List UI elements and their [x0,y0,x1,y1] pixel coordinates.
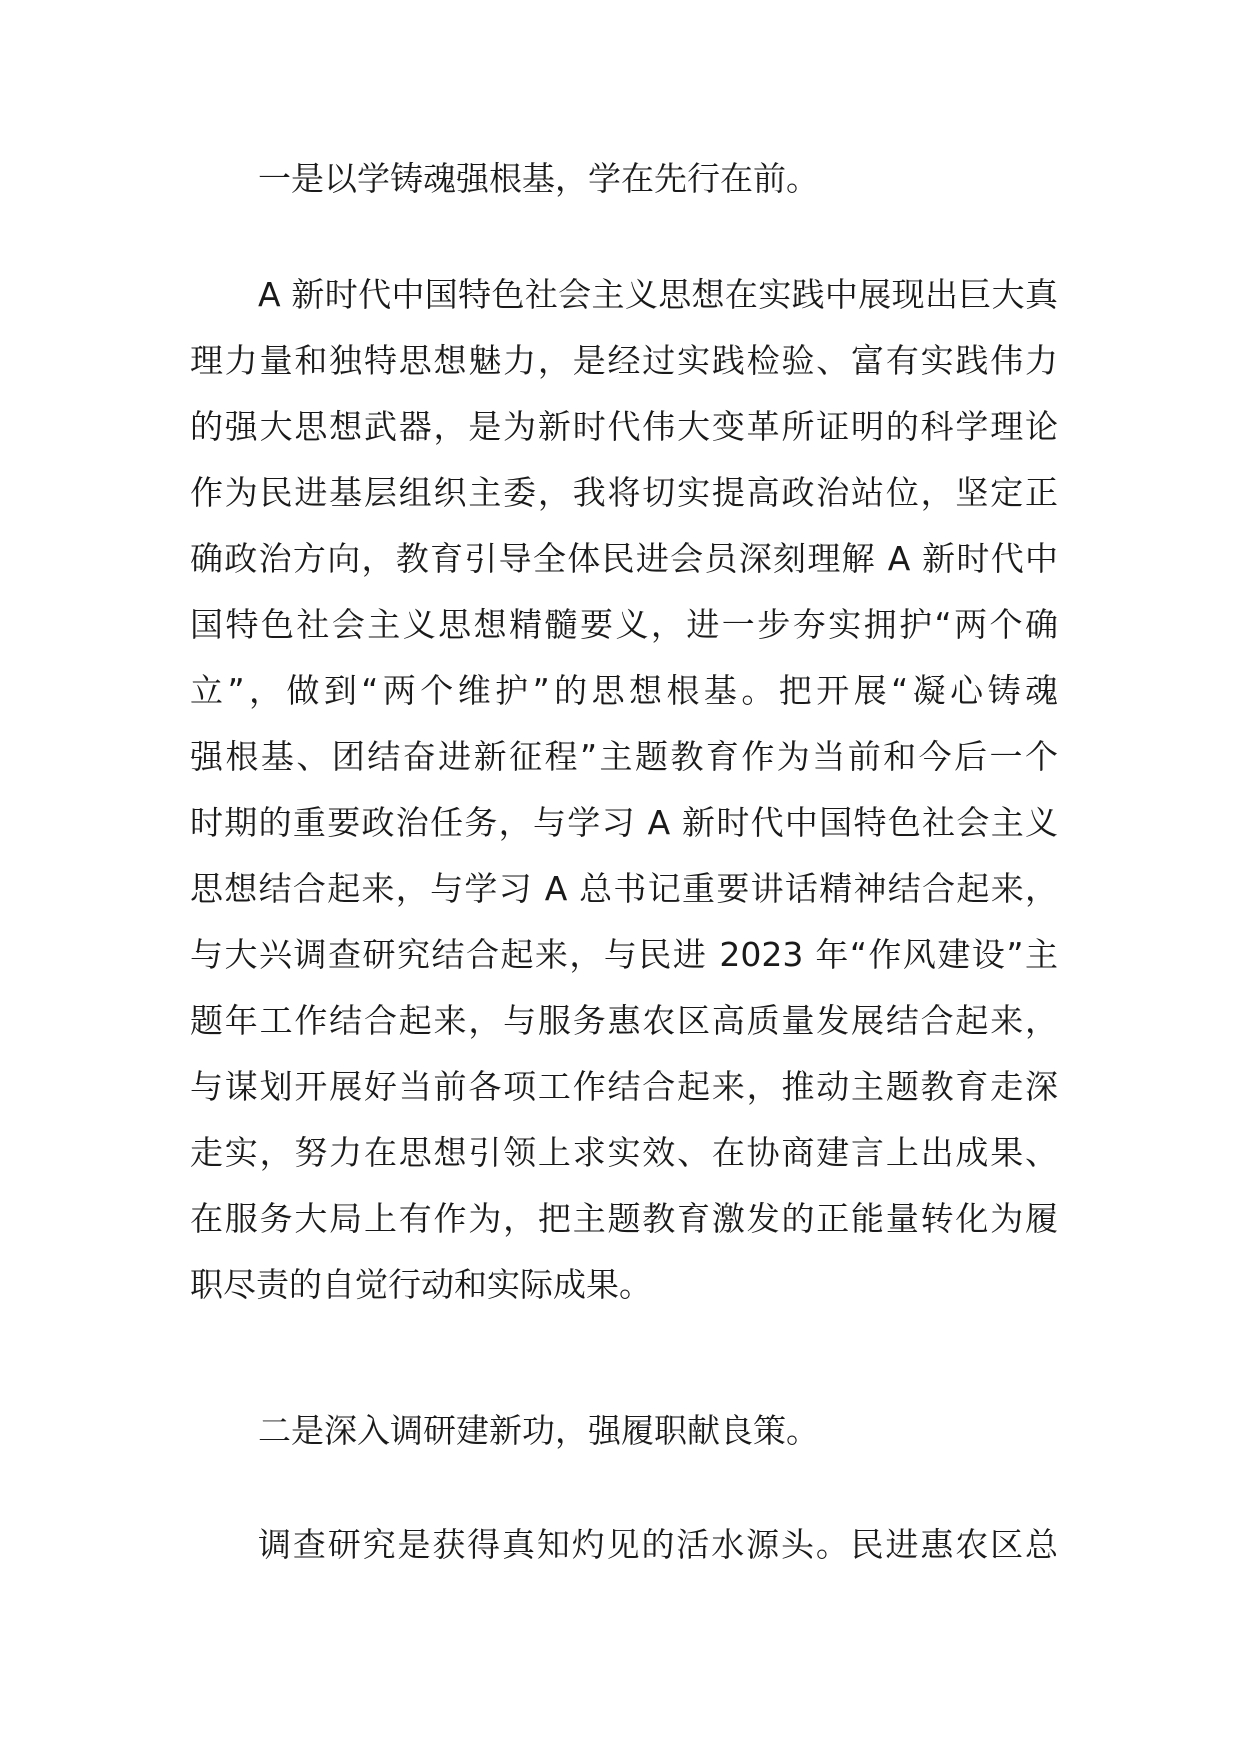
paragraph-line: 走实，努力在思想引领上求实效、在协商建言上出成果、 [190,1133,1058,1172]
paragraph-line: 时期的重要政治任务，与学习 A 新时代中国特色社会主义 [190,803,1058,842]
section-heading-1: 一是以学铸魂强根基，学在先行在前。 [258,159,819,198]
paragraph-line: 作为民进基层组织主委，我将切实提高政治站位，坚定正 [190,473,1058,512]
paragraph-1 [190,262,1058,1318]
paragraph-2 [190,1512,1058,1578]
paragraph-line: 题年工作结合起来，与服务惠农区高质量发展结合起来， [190,1001,1058,1040]
paragraph-line: 与大兴调查研究结合起来，与民进 2023 年“作风建设”主 [190,935,1058,974]
paragraph-line: 理力量和独特思想魅力，是经过实践检验、富有实践伟力 [190,341,1058,380]
paragraph-line: 的强大思想武器，是为新时代伟大变革所证明的科学理论 [190,407,1058,446]
paragraph-line: 确政治方向，教育引导全体民进会员深刻理解 A 新时代中 [190,539,1058,578]
paragraph-line: 调查研究是获得真知灼见的活水源头。民进惠农区总 [258,1525,1058,1564]
paragraph-line: 国特色社会主义思想精髓要义，进一步夯实拥护“两个确 [190,605,1058,644]
paragraph-line: 与谋划开展好当前各项工作结合起来，推动主题教育走深 [190,1067,1058,1106]
paragraph-line: A 新时代中国特色社会主义思想在实践中展现出巨大真 [258,275,1058,314]
paragraph-line: 立”，做到“两个维护”的思想根基。把开展“凝心铸魂 [190,671,1058,710]
paragraph-line: 在服务大局上有作为，把主题教育激发的正能量转化为履 [190,1199,1058,1238]
paragraph-line: 思想结合起来，与学习 A 总书记重要讲话精神结合起来， [190,869,1058,908]
section-heading-2: 二是深入调研建新功，强履职献良策。 [258,1411,819,1450]
paragraph-line: 强根基、团结奋进新征程”主题教育作为当前和今后一个 [190,737,1058,776]
paragraph-line: 职尽责的自觉行动和实际成果。 [190,1265,652,1304]
